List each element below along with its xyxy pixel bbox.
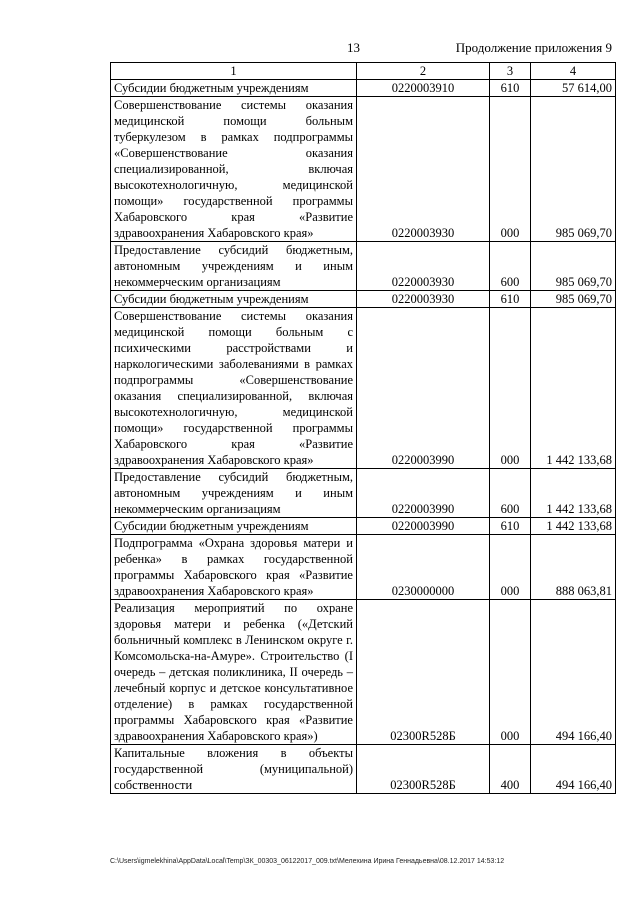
row-sum-cell: 985 069,70 [531, 242, 616, 291]
row-name-cell: Реализация мероприятий по охране здоровья матери и ребенка («Детский больничный комплекс в Ленинском округе г. Комсомольска-на-Амуре». Строительство (I очередь – детская поликлиника, II очередь – лечебный корпус и детское консультативное отделение) в рамках государственной программы Хабаровского края «Развитие здравоохранения Хабаровского края») [111, 600, 357, 745]
row-sum-cell: 494 166,40 [531, 600, 616, 745]
row-type-cell: 610 [490, 80, 531, 97]
row-sum-cell: 1 442 133,68 [531, 469, 616, 518]
table-row [111, 518, 616, 535]
page-header [0, 40, 640, 58]
column-header: 4 [531, 63, 616, 80]
row-code-cell: 0220003930 [357, 291, 490, 308]
table-row [111, 242, 616, 291]
row-type-cell: 000 [490, 600, 531, 745]
column-header: 3 [490, 63, 531, 80]
row-sum-cell: 1 442 133,68 [531, 518, 616, 535]
row-code-cell: 0220003990 [357, 308, 490, 469]
file-path-footer: C:\Users\igmelekhina\AppData\Local\Temp\ЗК_00303_06122017_009.txt\Мелехина Ирина Геннадьевна\08.12.2017 14:53:12 [110, 858, 505, 865]
column-header: 2 [357, 63, 490, 80]
row-name-cell: Капитальные вложения в объекты государственной (муниципальной) собственности [111, 745, 357, 794]
row-code-cell: 0230000000 [357, 535, 490, 600]
column-header: 1 [111, 63, 357, 80]
budget-table [110, 62, 616, 794]
row-code-cell: 0220003990 [357, 469, 490, 518]
row-name-cell: Предоставление субсидий бюджетным, автономным учреждениям и иным некоммерческим организациям [111, 469, 357, 518]
row-sum-cell: 57 614,00 [531, 80, 616, 97]
row-type-cell: 000 [490, 308, 531, 469]
row-code-cell: 0220003930 [357, 242, 490, 291]
row-sum-cell: 888 063,81 [531, 535, 616, 600]
row-code-cell: 02300R528Б [357, 600, 490, 745]
row-name-cell: Предоставление субсидий бюджетным, автономным учреждениям и иным некоммерческим организациям [111, 242, 357, 291]
row-sum-cell: 494 166,40 [531, 745, 616, 794]
table-row [111, 535, 616, 600]
row-name-cell: Подпрограмма «Охрана здоровья матери и ребенка» в рамках государственной программы Хабаровского края «Развитие здравоохранения Хабаровского края» [111, 535, 357, 600]
row-sum-cell: 1 442 133,68 [531, 308, 616, 469]
row-name-cell: Субсидии бюджетным учреждениям [111, 80, 357, 97]
row-type-cell: 600 [490, 242, 531, 291]
page-number: 13 [347, 40, 360, 55]
row-type-cell: 610 [490, 518, 531, 535]
row-name-cell: Субсидии бюджетным учреждениям [111, 518, 357, 535]
row-type-cell: 000 [490, 97, 531, 242]
table-row [111, 600, 616, 745]
table-row [111, 80, 616, 97]
row-code-cell: 0220003990 [357, 518, 490, 535]
table-row [111, 308, 616, 469]
table-header-row [111, 63, 616, 80]
row-type-cell: 610 [490, 291, 531, 308]
row-name-cell: Совершенствование системы оказания медицинской помощи больным с психическими расстройствами и наркологическими заболеваниями в рамках подпрограммы «Совершенствование оказания специализированной, включая высокотехнологичную, медицинской помощи» государственной программы Хабаровского края «Развитие здравоохранения Хабаровского края» [111, 308, 357, 469]
table-row [111, 97, 616, 242]
table-row [111, 291, 616, 308]
continuation-label: Продолжение приложения 9 [455, 40, 612, 55]
row-type-cell: 600 [490, 469, 531, 518]
row-type-cell: 400 [490, 745, 531, 794]
row-code-cell: 02300R528Б [357, 745, 490, 794]
row-sum-cell: 985 069,70 [531, 97, 616, 242]
row-sum-cell: 985 069,70 [531, 291, 616, 308]
row-name-cell: Субсидии бюджетным учреждениям [111, 291, 357, 308]
row-name-cell: Совершенствование системы оказания медицинской помощи больным туберкулезом в рамках подпрограммы «Совершенствование оказания специализированной, включая высокотехнологичную, медицинской помощи» государственной программы Хабаровского края «Развитие здравоохранения Хабаровского края» [111, 97, 357, 242]
row-type-cell: 000 [490, 535, 531, 600]
row-code-cell: 0220003930 [357, 97, 490, 242]
table-row [111, 469, 616, 518]
table-row [111, 745, 616, 794]
row-code-cell: 0220003910 [357, 80, 490, 97]
